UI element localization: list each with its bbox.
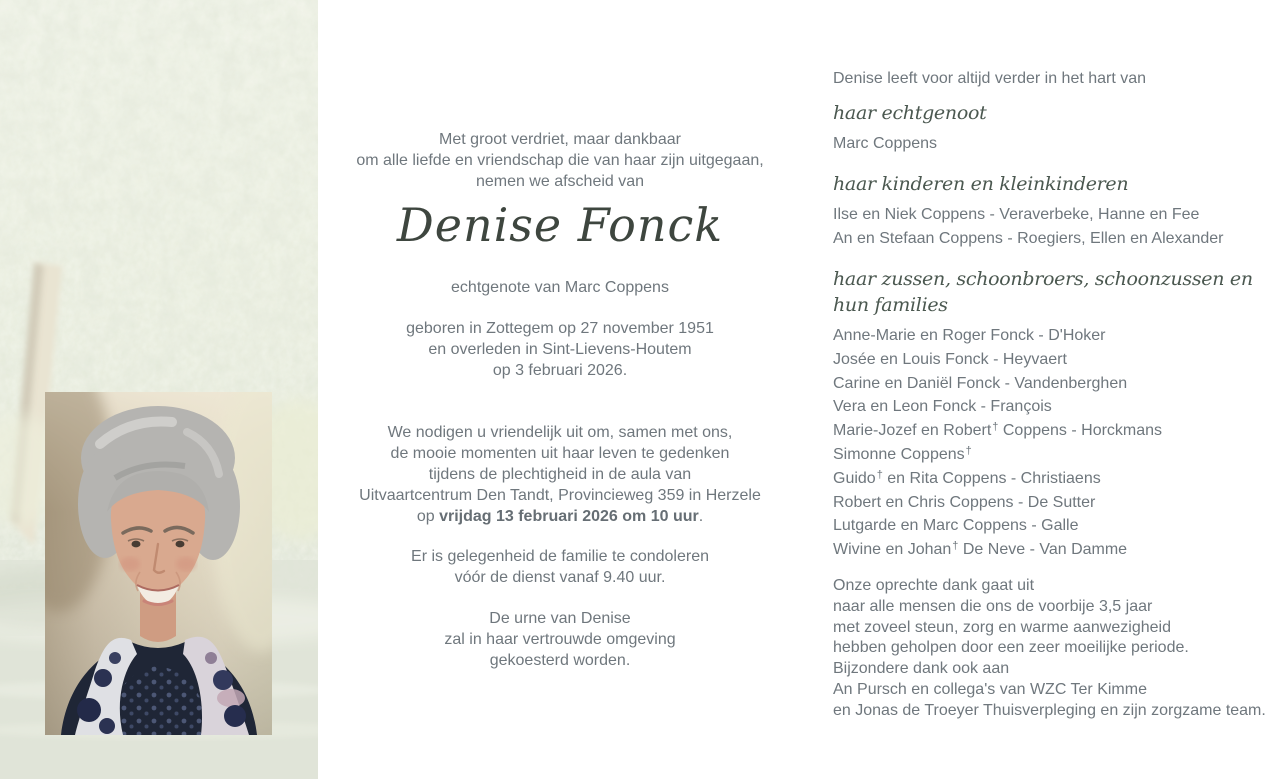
family-group [833,171,1280,251]
ceremony-datetime: vrijdag 13 februari 2026 om 10 uur [439,508,699,525]
condolence-info: Er is gelegenheid de familie te condoleren vóór de dienst vanaf 9.40 uur. [411,548,709,586]
family-group-members: Marc Coppens [833,135,938,152]
ceremony-invitation [330,422,790,527]
announcement-column [330,0,790,779]
family-group-heading: haar zussen, schoonbroers, schoonzussen en hun families [833,268,1253,316]
family-group-members: Anne-Marie en Roger Fonck - D'Hoker Josée en Louis Fonck - Heyvaert Carine en Daniël Fonck - Vandenberghen Vera en Leon Fonck - François Marie-Jozef en Robert† Coppens - Horckmans Simonne Coppens† Guido† en Rita Coppens - Christiaens Robert en Chris Coppens - De Sutter Lutgarde en Marc Coppens - Galle Wivine en Johan† De Neve - Van Damme [833,327,1163,559]
family-intro: Denise leeft voor altijd verder in het hart van [833,70,1147,87]
deceased-name: Denise Fonck [396,198,724,252]
family-group [833,266,1280,562]
family-column [833,0,1280,779]
ceremony-prefix: op [416,508,440,525]
family-group-heading: haar echtgenoot [833,102,987,124]
birth-death-dates: geboren in Zottegem op 27 november 1951 en overleden in Sint-Lievens-Houtem op 3 februari 2026. [406,320,714,379]
portrait-photo [45,392,272,735]
acknowledgement-text: Onze oprechte dank gaat uit naar alle mensen die ons de voorbije 3,5 jaar met zoveel steun, zorg en warme aanwezigheid hebben geholpen door een zeer moeilijke periode. Bijzondere dank ook aan An Pursch en collega's van WZC Ter Kimme en Jonas de Troeyer Thuisverpleging en zijn zorgzame team. [833,577,1266,719]
relation-line: echtgenote van Marc Coppens [451,279,669,296]
urn-info: De urne van Denise zal in haar vertrouwde omgeving gekoesterd worden. [444,610,676,669]
family-group [833,100,1280,156]
ceremony-suffix: . [698,508,704,525]
ceremony-date-line [417,508,703,525]
family-group-members: Ilse en Niek Coppens - Veraverbeke, Hanne en Fee An en Stefaan Coppens - Roegiers, Ellen en Alexander [833,206,1224,247]
family-group-heading: haar kinderen en kleinkinderen [833,173,1129,195]
denise-portrait-illustration [45,392,272,735]
invitation-lines: We nodigen u vriendelijk uit om, samen met ons, de mooie momenten uit haar leven te gedenken tijdens de plechtigheid in de aula van Uitvaartcentrum Den Tandt, Provincieweg 359 in Herzele [359,424,761,504]
announcement-intro: Met groot verdriet, maar dankbaar om alle liefde en vriendschap die van haar zijn uitgegaan, nemen we afscheid van [356,131,764,190]
